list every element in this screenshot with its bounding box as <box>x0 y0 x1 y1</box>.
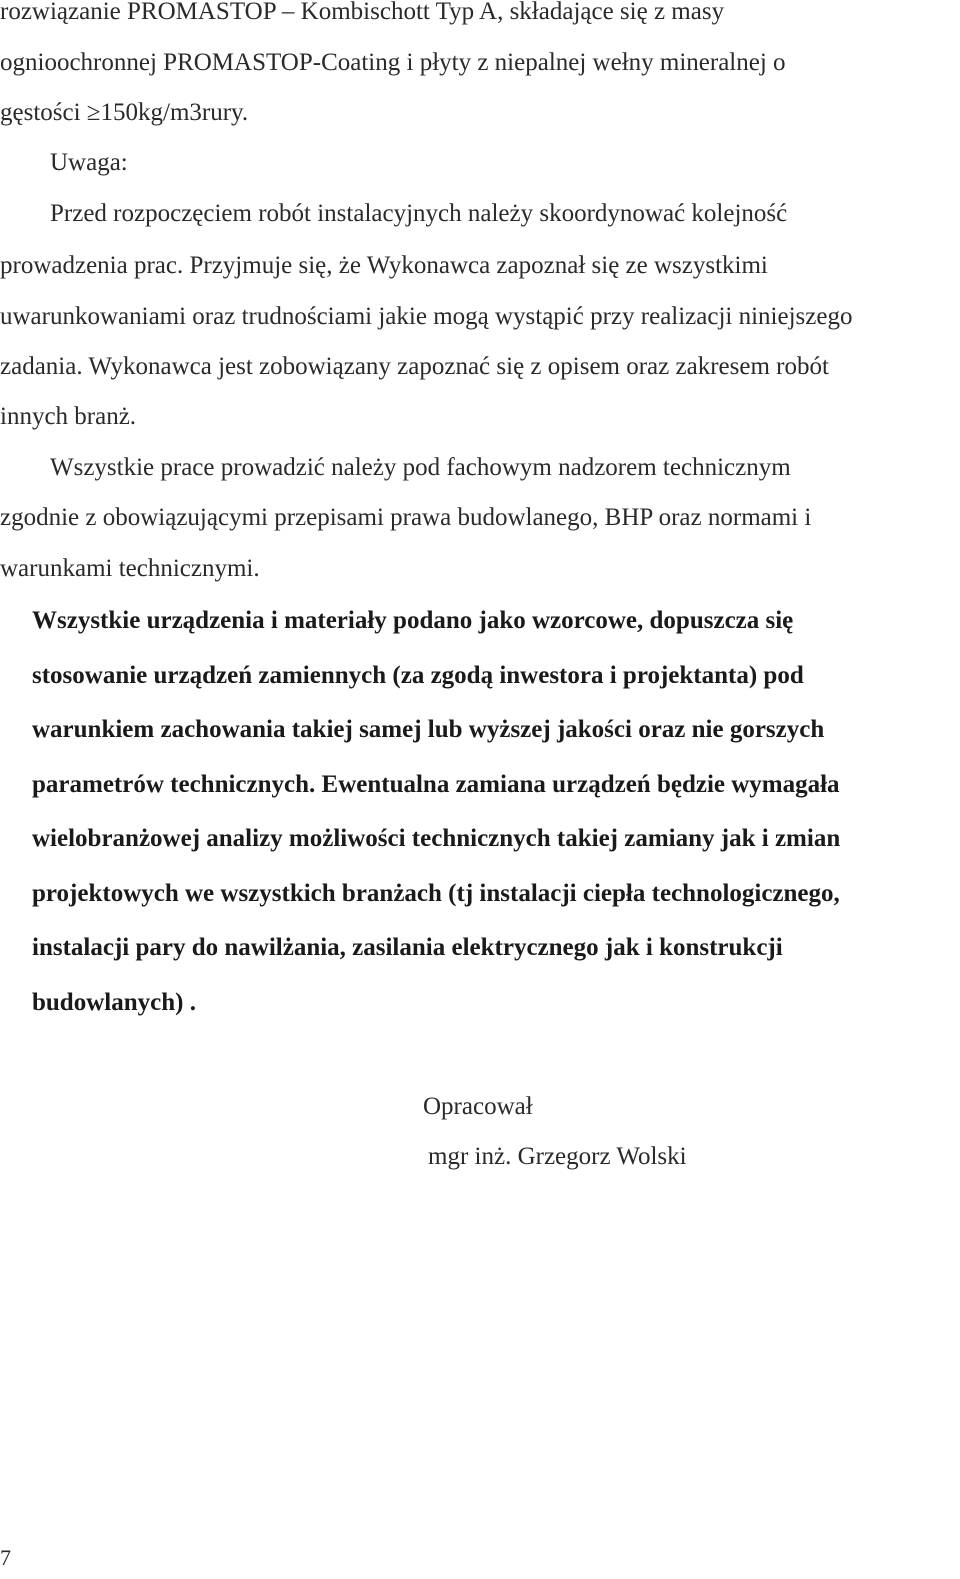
bold-text-line: stosowanie urządzeń zamiennych (za zgodą inwestora i projektanta) pod <box>32 662 804 689</box>
text-line: gęstości ≥150kg/m3rury. <box>0 99 249 126</box>
text-line: Przed rozpoczęciem robót instalacyjnych należy skoordynować kolejność <box>50 200 788 227</box>
text-line: innych branż. <box>0 403 137 430</box>
text-line: warunkami technicznymi. <box>0 555 260 582</box>
text-line: uwarunkowaniami oraz trudnościami jakie mogą wystąpić przy realizacji niniejszego <box>0 303 853 330</box>
bold-text-line: projektowych we wszystkich branżach (tj instalacji ciepła technologicznego, <box>32 880 840 907</box>
text-line: Wszystkie prace prowadzić należy pod fachowym nadzorem technicznym <box>50 454 791 481</box>
signature-name: mgr inż. Grzegorz Wolski <box>428 1143 687 1170</box>
bold-text-line: budowlanych) . <box>32 989 196 1016</box>
bold-text-line: wielobranżowej analizy możliwości technicznych takiej zamiany jak i zmian <box>32 825 841 852</box>
signature-label: Opracował <box>423 1093 533 1120</box>
bold-text-line: Wszystkie urządzenia i materiały podano jako wzorcowe, dopuszcza się <box>32 607 794 634</box>
text-line: ognioochronnej PROMASTOP-Coating i płyty z niepalnej wełny mineralnej o <box>0 49 786 76</box>
bold-text-line: parametrów technicznych. Ewentualna zamiana urządzeń będzie wymagała <box>32 771 840 798</box>
page-number: 7 <box>0 1545 11 1570</box>
text-line: rozwiązanie PROMASTOP – Kombischott Typ A, składające się z masy <box>0 0 725 25</box>
bold-text-line: warunkiem zachowania takiej samej lub wyższej jakości oraz nie gorszych <box>32 716 825 743</box>
text-line: prowadzenia prac. Przyjmuje się, że Wykonawca zapoznał się ze wszystkimi <box>0 252 768 279</box>
text-line: zadania. Wykonawca jest zobowiązany zapoznać się z opisem oraz zakresem robót <box>0 353 829 380</box>
text-line: zgodnie z obowiązującymi przepisami prawa budowlanego, BHP oraz normami i <box>0 504 812 531</box>
bold-text-line: instalacji pary do nawilżania, zasilania elektrycznego jak i konstrukcji <box>32 934 783 961</box>
note-label: Uwaga: <box>50 149 128 176</box>
